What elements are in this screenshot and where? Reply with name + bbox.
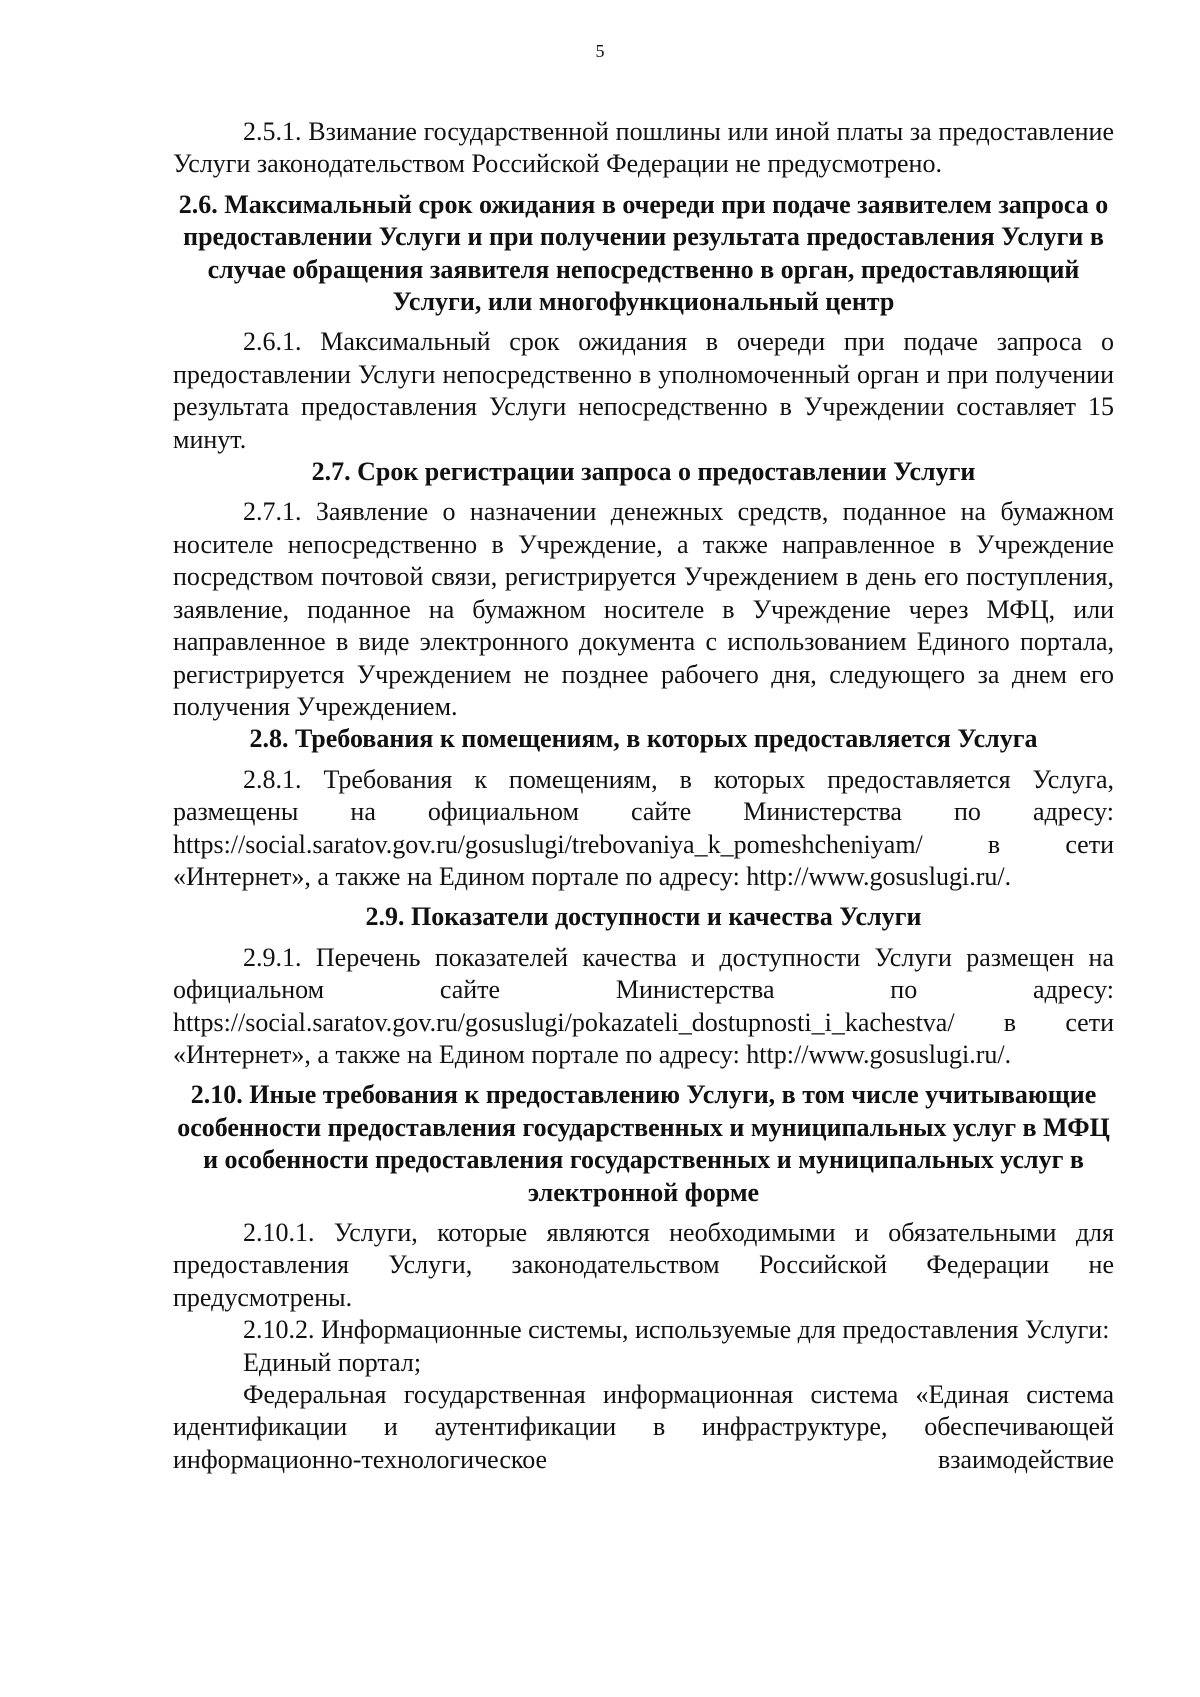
document-body	[173, 116, 1114, 1476]
heading-2-8: 2.8. Требования к помещениям, в которых предоставляется Услуга	[249, 724, 1038, 754]
page-number: 5	[595, 41, 605, 61]
paragraph-federal-system: Федеральная государственная информационная система «Единая система идентификации и аутентификации в инфраструктуре, обеспечивающей информационно-технологическое взаимодействие	[173, 1380, 1114, 1474]
heading-2-6: 2.6. Максимальный срок ожидания в очереди при подаче заявителем запроса о предоставлении Услуги и при получении результата предоставления Услуги в случае обращения заявителя непосредственно в орган, предоставляющий Услуги, или многофункциональный центр	[178, 189, 1109, 317]
heading-2-7: 2.7. Срок регистрации запроса о предоставлении Услуги	[311, 457, 976, 487]
paragraph-2-10-2: 2.10.2. Информационные системы, используемые для предоставления Услуги:	[243, 1315, 1110, 1345]
paragraph-2-7-1: 2.7.1. Заявление о назначении денежных средств, поданное на бумажном носителе непосредственно в Учреждение, а также направленное в Учреждение посредством почтовой связи, регистрируется Учреждением в день его поступления, заявление, поданное на бумажном носителе в Учреждение через МФЦ, или направленное в виде электронного документа с использованием Единого портала, регистрируется Учреждением не позднее рабочего дня, следующего за днем его получения Учреждением.	[173, 497, 1114, 721]
paragraph-2-8-1: 2.8.1. Требования к помещениям, в которых предоставляется Услуга, размещены на официальном сайте Министерства по адресу: https://social.saratov.gov.ru/gosuslugi/trebovaniya_k_pomeshcheniyam/ в сети «Интернет», а также на Едином портале по адресу: http://www.gosuslugi.ru/.	[173, 764, 1114, 891]
paragraph-single-portal: Единый портал;	[243, 1347, 422, 1377]
heading-2-10: 2.10. Иные требования к предоставлению Услуги, в том числе учитывающие особенности предоставления государственных и муниципальных услуг в МФЦ и особенности предоставления государственных и муниципальных услуг в электронной форме	[177, 1080, 1110, 1207]
paragraph-2-5-1: 2.5.1. Взимание государственной пошлины или иной платы за предоставление Услуги законодательством Российской Федерации не предусмотрено.	[173, 117, 1114, 179]
heading-2-9: 2.9. Показатели доступности и качества Услуги	[365, 902, 922, 932]
paragraph-2-9-1: 2.9.1. Перечень показателей качества и доступности Услуги размещен на официальном сайте Министерства по адресу: https://social.saratov.gov.ru/gosuslugi/pokazateli_dostupnosti_i_kachestva/ в сети «Интернет», а также на Едином портале по адресу: http://www.gosuslugi.ru/.	[173, 942, 1114, 1069]
paragraph-2-10-1: 2.10.1. Услуги, которые являются необходимыми и обязательными для предоставления Услуги, законодательством Российской Федерации не предусмотрены.	[173, 1218, 1114, 1312]
paragraph-2-6-1: 2.6.1. Максимальный срок ожидания в очереди при подаче запроса о предоставлении Услуги непосредственно в уполномоченный орган и при получении результата предоставления Услуги непосредственно в Учреждении составляет 15 минут.	[173, 327, 1114, 454]
